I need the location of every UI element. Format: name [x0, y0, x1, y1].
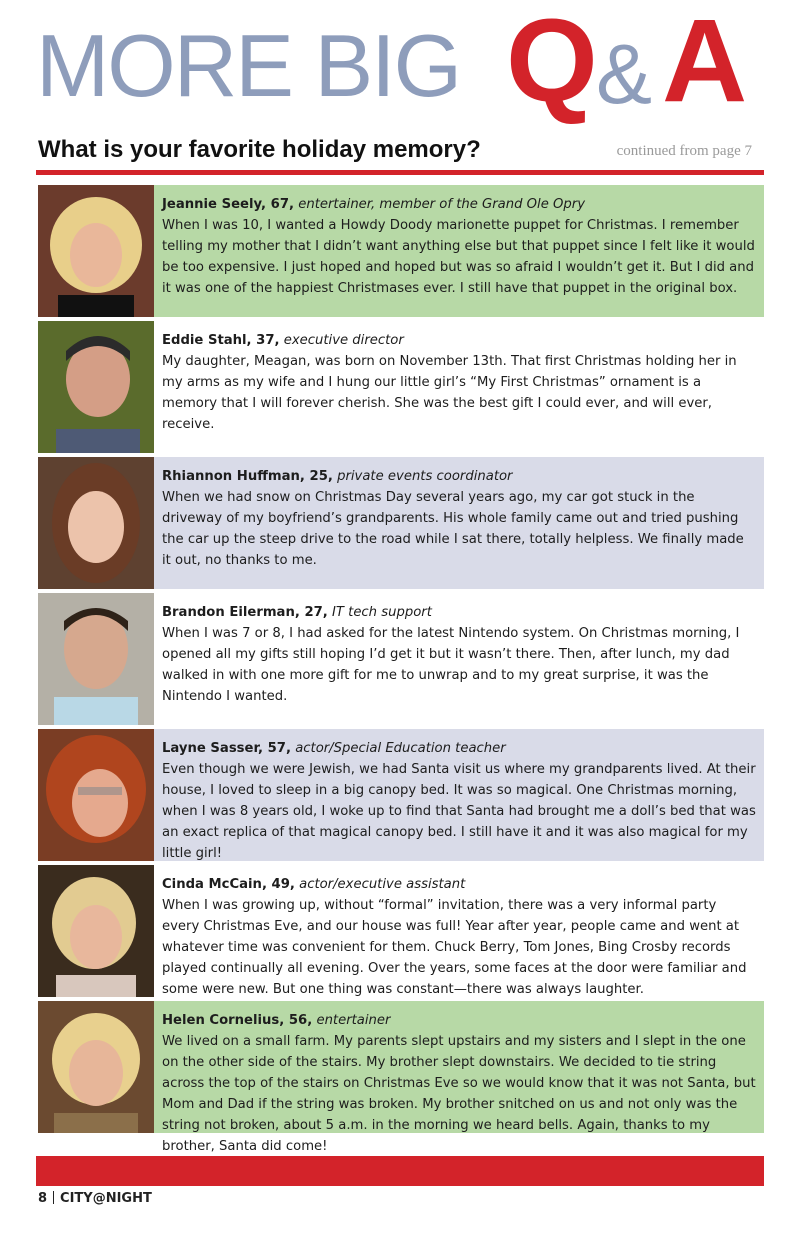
respondent-name: Helen Cornelius, 56, — [162, 1013, 313, 1028]
respondent-role: executive director — [283, 333, 404, 348]
portrait-image — [38, 185, 154, 317]
respondent-heading — [162, 466, 756, 487]
portrait-image — [38, 457, 154, 589]
entry-jeannie-seely — [38, 185, 764, 317]
respondent-role: entertainer, member of the Grand Ole Opry — [298, 197, 586, 212]
respondent-role: actor/Special Education teacher — [295, 741, 506, 756]
masthead-ampersand: & — [596, 27, 653, 121]
answer-text: When I was 7 or 8, I had asked for the latest Nintendo system. On Christmas morning, I opened all my gifts still hoping I’d get it but it wasn’t there. Then, after lunch, my dad walked in with one more gift for me to unwrap and to my great surprise, it was the Nintendo I wanted. — [162, 626, 740, 704]
masthead-more-big: MORE BIG — [36, 16, 461, 115]
respondent-name: Brandon Eilerman, 27, — [162, 605, 328, 620]
portrait-image — [38, 321, 154, 453]
entry-helen-cornelius — [38, 1001, 764, 1154]
answer-panel — [154, 457, 764, 589]
answer-text: When I was growing up, without “formal” invitation, there was a very informal party every Christmas Eve, and our house was full! Year after year, people came and went at whatever time was convenient for them. Chuck Berry, Tom Jones, Bing Crosby records played continually all evening. Over the years, some faces at the door were familiar and some were new. But one thing was constant—there was always laughter. — [162, 898, 747, 997]
page-number: 8 — [38, 1191, 48, 1206]
respondent-heading — [162, 1010, 756, 1031]
answer-panel — [154, 865, 764, 997]
answer-panel — [154, 1001, 764, 1154]
portrait-photo — [38, 1001, 154, 1133]
answer-text: My daughter, Meagan, was born on November 13th. That first Christmas holding her in my arms as my wife and I hung our little girl’s “My First Christmas” ornament is a memory that I will forever cherish. She was the best gift I could ever, and will ever, receive. — [162, 354, 737, 432]
answer-text: We lived on a small farm. My parents slept upstairs and my sisters and I slept in the one on the other side of the stairs. My brother slept downstairs. We decided to tie string across the top of the stairs on Christmas Eve so we would know that it was not Santa, but Mom and Dad if the string was broken. My brother snitched on us and not only was the string not broken, about 5 a.m. in the morning we heard bells. Again, thanks to my brother, Santa did come! — [162, 1034, 756, 1154]
respondent-heading — [162, 194, 756, 215]
entry-cinda-mccain — [38, 865, 764, 997]
portrait-image — [38, 1001, 154, 1133]
entry-layne-sasser — [38, 729, 764, 861]
respondent-heading — [162, 330, 756, 351]
answer-panel — [154, 593, 764, 725]
respondent-heading — [162, 874, 756, 895]
answer-text: When we had snow on Christmas Day several years ago, my car got stuck in the driveway of my boyfriend’s grandparents. His whole family came out and tried pushing the car up the steep drive to the road while I sat there, totally helpless. We finally made it out, no thanks to me. — [162, 490, 744, 568]
answer-text: When I was 10, I wanted a Howdy Doody marionette puppet for Christmas. I remember telling my mother that I didn’t want anything else but that puppet since I felt like it would be too expensive. I just hoped and hoped but was so afraid I wouldn’t get it. But I did and it was one of the happiest Christmases ever. I still have that puppet in the original box. — [162, 218, 755, 296]
bottom-red-band — [36, 1156, 764, 1186]
page-footer — [38, 1191, 152, 1206]
respondent-name: Jeannie Seely, 67, — [162, 197, 295, 212]
masthead-q: Q — [506, 0, 598, 127]
answer-text: Even though we were Jewish, we had Santa visit us where my grandparents lived. At their house, I loved to sleep in a big canopy bed. It was so magical. One Christmas morning, when I was 8 years old, I woke up to find that Santa had brought me a doll’s bed that was an exact replica of that magical canopy bed. I still have it and it was also magical for my little girl! — [162, 762, 756, 861]
answer-panel — [154, 185, 764, 317]
respondent-name: Eddie Stahl, 37, — [162, 333, 280, 348]
entry-brandon-eilerman — [38, 593, 764, 725]
respondent-name: Rhiannon Huffman, 25, — [162, 469, 333, 484]
respondent-role: private events coordinator — [337, 469, 513, 484]
top-red-rule — [36, 170, 764, 175]
publication-name: CITY@NIGHT — [60, 1191, 152, 1206]
portrait-photo — [38, 729, 154, 861]
portrait-photo — [38, 185, 154, 317]
masthead — [36, 0, 766, 152]
respondent-role: entertainer — [316, 1013, 391, 1028]
respondent-role: IT tech support — [332, 605, 432, 620]
respondent-name: Cinda McCain, 49, — [162, 877, 295, 892]
respondent-heading — [162, 602, 756, 623]
portrait-image — [38, 593, 154, 725]
respondent-name: Layne Sasser, 57, — [162, 741, 291, 756]
portrait-photo — [38, 865, 154, 997]
portrait-photo — [38, 457, 154, 589]
continued-note: continued from page 7 — [616, 143, 752, 159]
masthead-a: A — [662, 0, 748, 127]
portrait-image — [38, 729, 154, 861]
respondent-role: actor/executive assistant — [299, 877, 466, 892]
portrait-image — [38, 865, 154, 997]
entry-rhiannon-huffman — [38, 457, 764, 589]
respondent-heading — [162, 738, 756, 759]
footer-separator — [53, 1191, 54, 1204]
entries-list — [38, 185, 764, 1154]
portrait-photo — [38, 321, 154, 453]
answer-panel — [154, 729, 764, 861]
portrait-photo — [38, 593, 154, 725]
entry-eddie-stahl — [38, 321, 764, 453]
answer-panel — [154, 321, 764, 453]
question-heading: What is your favorite holiday memory? — [38, 136, 481, 163]
